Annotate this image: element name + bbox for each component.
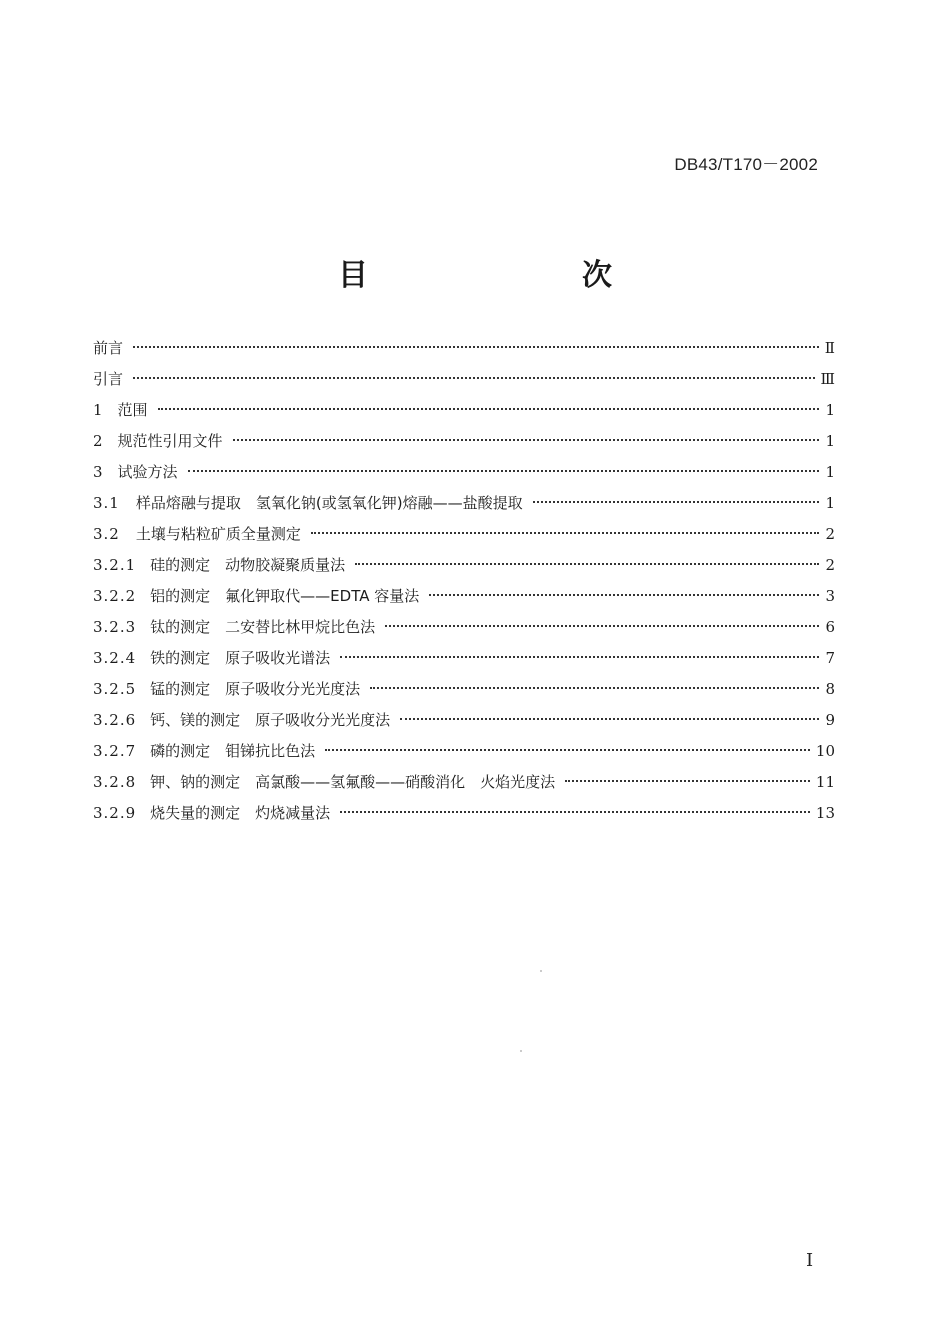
toc-entry[interactable] [93,646,835,677]
toc-entry-page: 1 [825,432,835,450]
toc-entry-number: 3.2.3 [93,618,137,636]
toc-entry[interactable] [93,336,835,367]
dot-leader [355,563,819,565]
toc-entry-page: 8 [825,680,835,698]
toc-entry-page: 9 [825,711,835,729]
toc-entry-title: 烧失量的测定 灼烧减量法 [150,804,331,822]
document-code: DB43/T170－2002 [674,155,818,174]
toc-entry-page: 1 [825,463,835,481]
toc-entry-page: 3 [825,587,835,605]
toc-entry[interactable] [93,708,835,739]
toc-entry-number: 3.2.1 [93,556,137,574]
toc-entry-number: 3.1 [93,494,120,512]
toc-entry-title: 样品熔融与提取 氢氧化钠(或氢氧化钾)熔融——盐酸提取 [135,494,523,512]
toc-entry[interactable] [93,801,835,832]
page-number: I [806,1250,814,1271]
toc-entry[interactable] [93,553,835,584]
toc-entry-number: 3.2 [93,525,120,543]
toc-entry-number: 3.2.2 [93,587,137,605]
dot-leader [370,687,819,689]
dot-leader [340,656,819,658]
toc-entry-title: 钛的测定 二安替比林甲烷比色法 [150,618,376,636]
dot-leader [400,718,819,720]
toc-entry[interactable] [93,677,835,708]
toc-entry-page: 6 [825,618,835,636]
toc-entry-title: 钙、镁的测定 原子吸收分光光度法 [150,711,391,729]
toc-entry-number: 1 [93,401,104,419]
table-of-contents [93,336,835,832]
toc-entry[interactable] [93,584,835,615]
dot-leader [340,811,810,813]
toc-entry-page: 1 [825,494,835,512]
dot-leader [385,625,819,627]
toc-entry-title: 磷的测定 钼锑抗比色法 [150,742,316,760]
toc-entry[interactable] [93,367,835,398]
dot-leader [565,780,810,782]
dot-leader [325,749,810,751]
dot-leader [158,408,819,410]
toc-entry-title: 铁的测定 原子吸收光谱法 [150,649,331,667]
toc-entry-page: 1 [825,401,835,419]
toc-entry-title: 前言 [93,339,124,357]
toc-entry[interactable] [93,770,835,801]
toc-entry-page: Ⅱ [824,339,835,357]
toc-entry-title: 钾、钠的测定 高氯酸——氢氟酸——硝酸消化 火焰光度法 [150,773,556,791]
toc-entry-page: 10 [815,742,835,760]
toc-entry-page: 11 [815,773,835,791]
dot-leader [133,346,819,348]
toc-entry-number: 3.2.7 [93,742,137,760]
toc-entry-title: 引言 [93,370,124,388]
toc-entry-title: 土壤与粘粒矿质全量测定 [135,525,301,543]
toc-entry-number: 3.2.8 [93,773,137,791]
toc-entry-number: 3.2.5 [93,680,137,698]
toc-entry[interactable] [93,615,835,646]
toc-entry-page: 2 [825,556,835,574]
dot-leader [533,501,819,503]
dot-leader [133,377,815,379]
toc-entry[interactable] [93,491,835,522]
toc-entry-title: 锰的测定 原子吸收分光光度法 [150,680,361,698]
toc-entry[interactable] [93,460,835,491]
toc-entry[interactable] [93,398,835,429]
scan-speck [540,970,542,972]
scan-speck [520,1050,522,1052]
toc-entry[interactable] [93,522,835,553]
toc-entry[interactable] [93,429,835,460]
toc-entry-title: 范围 [117,401,148,419]
dot-leader [233,439,819,441]
toc-entry-title: 规范性引用文件 [117,432,223,450]
toc-entry-number: 3.2.9 [93,804,137,822]
toc-entry-page: 2 [825,525,835,543]
toc-entry-page: 7 [825,649,835,667]
dot-leader [188,470,819,472]
page-title: 目 次 [338,258,704,293]
toc-entry-page: Ⅲ [820,370,835,388]
toc-entry[interactable] [93,739,835,770]
toc-entry-page: 13 [815,804,835,822]
toc-entry-number: 3.2.6 [93,711,137,729]
toc-entry-number: 3 [93,463,104,481]
toc-entry-number: 3.2.4 [93,649,137,667]
dot-leader [429,594,819,596]
dot-leader [311,532,819,534]
toc-entry-number: 2 [93,432,104,450]
toc-entry-title: 试验方法 [117,463,178,481]
toc-entry-title: 铝的测定 氟化钾取代——EDTA 容量法 [150,587,420,605]
toc-entry-title: 硅的测定 动物胶凝聚质量法 [150,556,346,574]
